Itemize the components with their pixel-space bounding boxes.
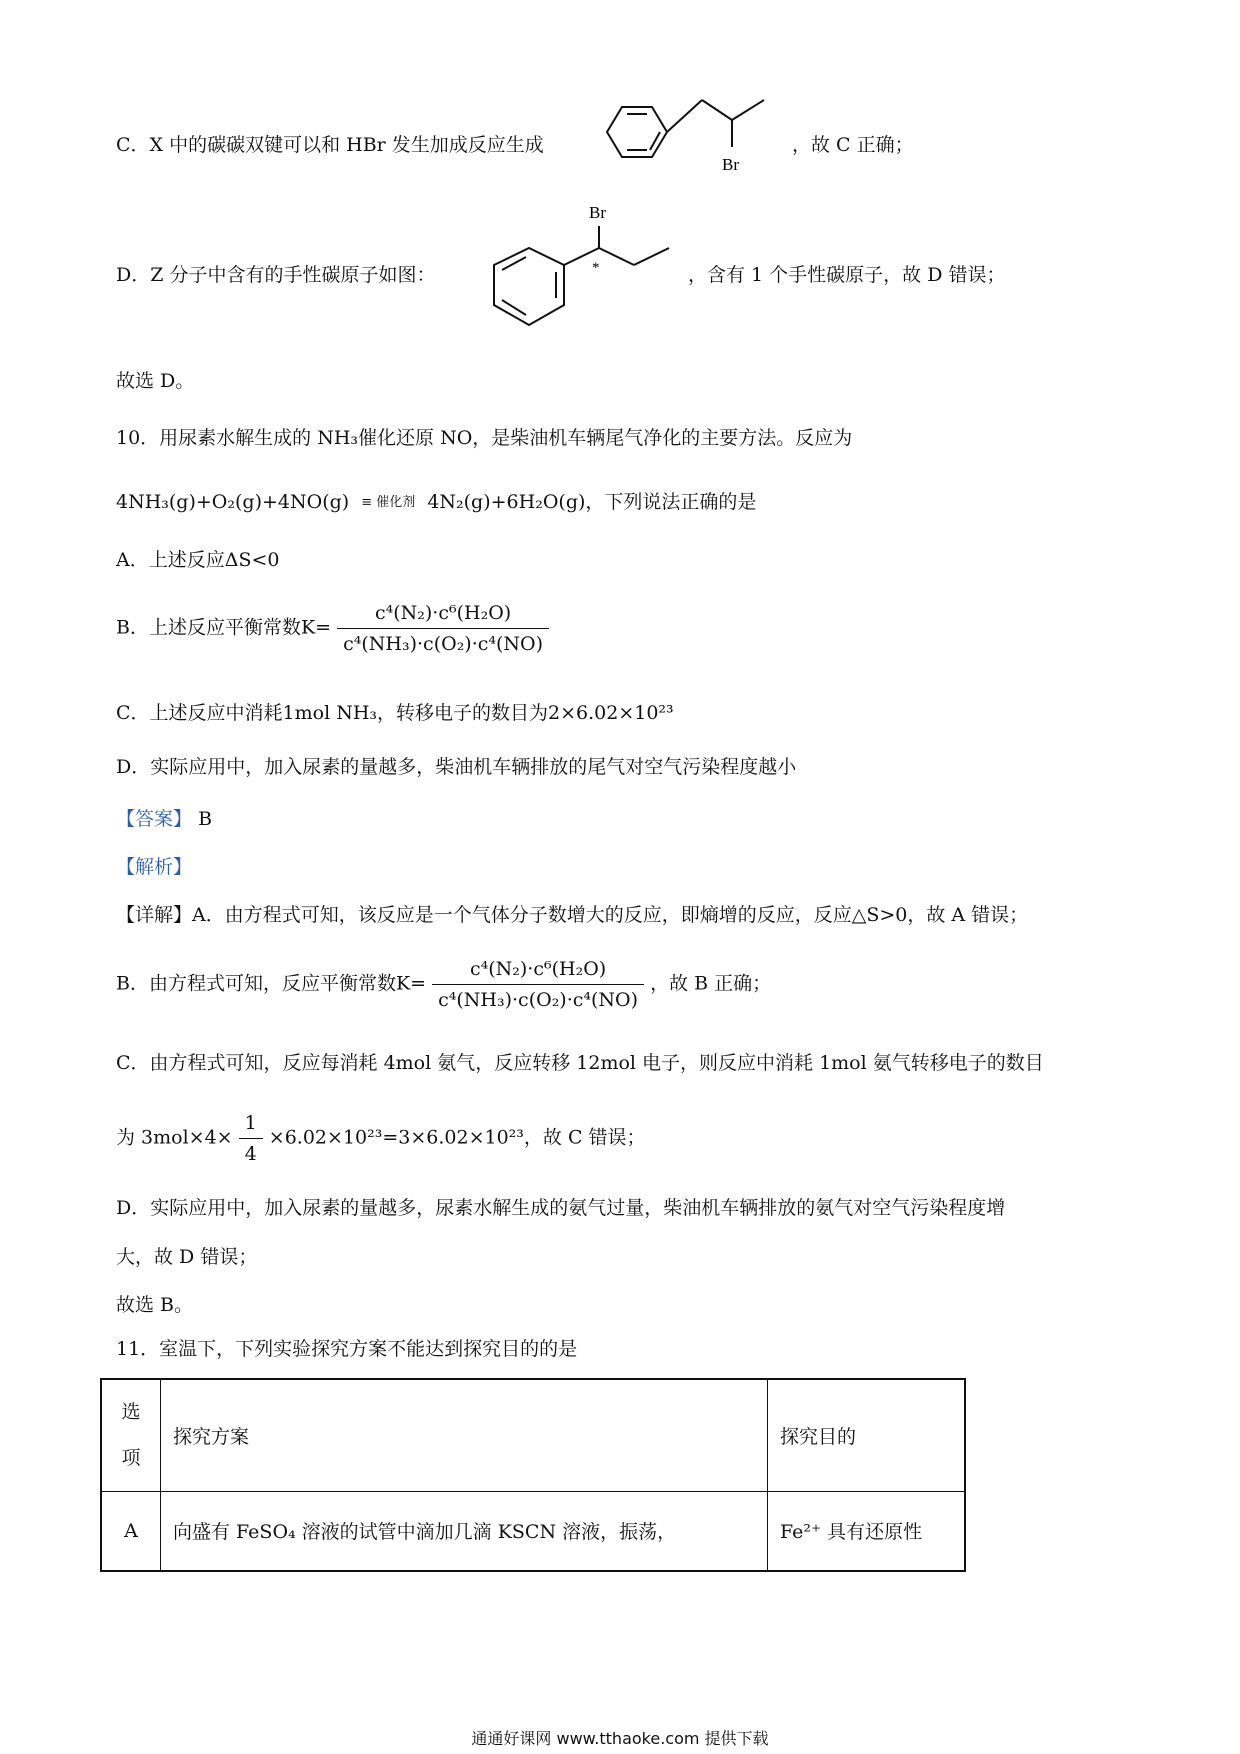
q10-option-a: A．上述反应ΔS<0 (116, 549, 280, 571)
fraction-denominator: 4 (244, 1143, 257, 1165)
q11-stem: 11．室温下，下列实验探究方案不能达到探究目的的是 (116, 1338, 578, 1360)
side-chain (667, 100, 764, 147)
answer-label: 【答案】 (116, 808, 193, 830)
row-option: A (101, 1491, 161, 1571)
q10-option-d: D．实际应用中，加入尿素的量越多，柴油机车辆排放的尾气对空气污染程度越小 (116, 756, 797, 778)
side-chain (564, 226, 669, 265)
detail-c-line2 (116, 1110, 646, 1167)
equilibrium-constant-fraction (337, 600, 549, 657)
detail-b-suffix: ，故 B 正确； (650, 972, 772, 995)
table-row (101, 1491, 965, 1571)
header-plan: 探究方案 (161, 1379, 768, 1491)
equation-right: 4N₂(g)+6H₂O(g)，下列说法正确的是 (427, 491, 757, 513)
experiment-table (100, 1378, 966, 1572)
fraction-denominator: c⁴(NH₃)·c(O₂)·c⁴(NO) (438, 989, 639, 1011)
br-label: Br (722, 155, 739, 174)
header-option: 选 项 (101, 1379, 161, 1491)
q9-option-d-conclusion: ，含有 1 个手性碳原子，故 D 错误； (688, 264, 1006, 286)
q9-option-d-text: D．Z 分子中含有的手性碳原子如图： (116, 264, 436, 286)
equation-arrow: ≡ 催化剂 (361, 495, 416, 510)
answer-line (116, 806, 212, 832)
header-purpose: 探究目的 (768, 1379, 966, 1491)
table-header-row (101, 1379, 965, 1491)
fraction-numerator: c⁴(N₂)·c⁶(H₂O) (337, 600, 549, 629)
detail-c-suffix: ×6.02×10²³=3×6.02×10²³，故 C 错误； (268, 1126, 646, 1149)
q9-option-c-conclusion: ，故 C 正确； (792, 134, 914, 156)
answer-value: B (198, 808, 213, 830)
benzene-ring-icon (607, 107, 667, 157)
q9-final-answer: 故选 D。 (116, 370, 195, 392)
chiral-carbon-mark: * (592, 260, 600, 276)
q9-option-c-text: C．X 中的碳碳双键可以和 HBr 发生加成反应生成 (116, 134, 544, 156)
detail-d-line1: D．实际应用中，加入尿素的量越多，尿素水解生成的氨气过量，柴油机车辆排放的氨气对空气污染程度增 (116, 1197, 1006, 1219)
detail-a: 【详解】A．由方程式可知，该反应是一个气体分子数增大的反应，即熵增的反应，反应△S>0，故 A 错误； (116, 904, 1029, 926)
detail-d-line2: 大，故 D 错误； (116, 1246, 258, 1268)
fraction-numerator: c⁴(N₂)·c⁶(H₂O) (432, 956, 644, 985)
row-plan: 向盛有 FeSO₄ 溶液的试管中滴加几滴 KSCN 溶液，振荡， (161, 1491, 768, 1571)
q10-final-answer: 故选 B。 (116, 1294, 194, 1316)
analysis-label: 【解析】 (116, 856, 193, 878)
detail-b (116, 956, 771, 1013)
detail-c-prefix: 为 3mol×4× (116, 1126, 233, 1149)
fraction-denominator: c⁴(NH₃)·c(O₂)·c⁴(NO) (343, 633, 544, 655)
equilibrium-constant-fraction (432, 956, 644, 1013)
molecule-1-bromopropylbenzene (474, 200, 694, 350)
q10-stem: 10．用尿素水解生成的 NH₃催化还原 NO，是柴油机车辆尾气净化的主要方法。反应为 (116, 427, 853, 449)
q10-option-b (116, 600, 549, 657)
fraction-numerator: 1 (239, 1110, 263, 1139)
one-quarter-fraction (239, 1110, 263, 1167)
detail-c-line1: C．由方程式可知，反应每消耗 4mol 氨气，反应转移 12mol 电子，则反应中消耗 1mol 氨气转移电子的数目 (116, 1052, 1044, 1074)
page-footer: 通通好课网 www.tthaoke.com 提供下载 (471, 1729, 769, 1748)
q10-option-c: C．上述反应中消耗1mol NH₃，转移电子的数目为2×6.02×10²³ (116, 702, 674, 724)
detail-b-prefix: B．由方程式可知，反应平衡常数K= (116, 972, 427, 995)
molecule-2-bromopropylbenzene (592, 92, 782, 202)
row-purpose: Fe²⁺ 具有还原性 (768, 1491, 966, 1571)
br-label: Br (589, 203, 606, 222)
q10-equation (116, 489, 756, 516)
option-b-prefix: B．上述反应平衡常数K= (116, 616, 332, 639)
benzene-ring-icon (494, 248, 564, 325)
equation-left: 4NH₃(g)+O₂(g)+4NO(g) (116, 491, 350, 513)
